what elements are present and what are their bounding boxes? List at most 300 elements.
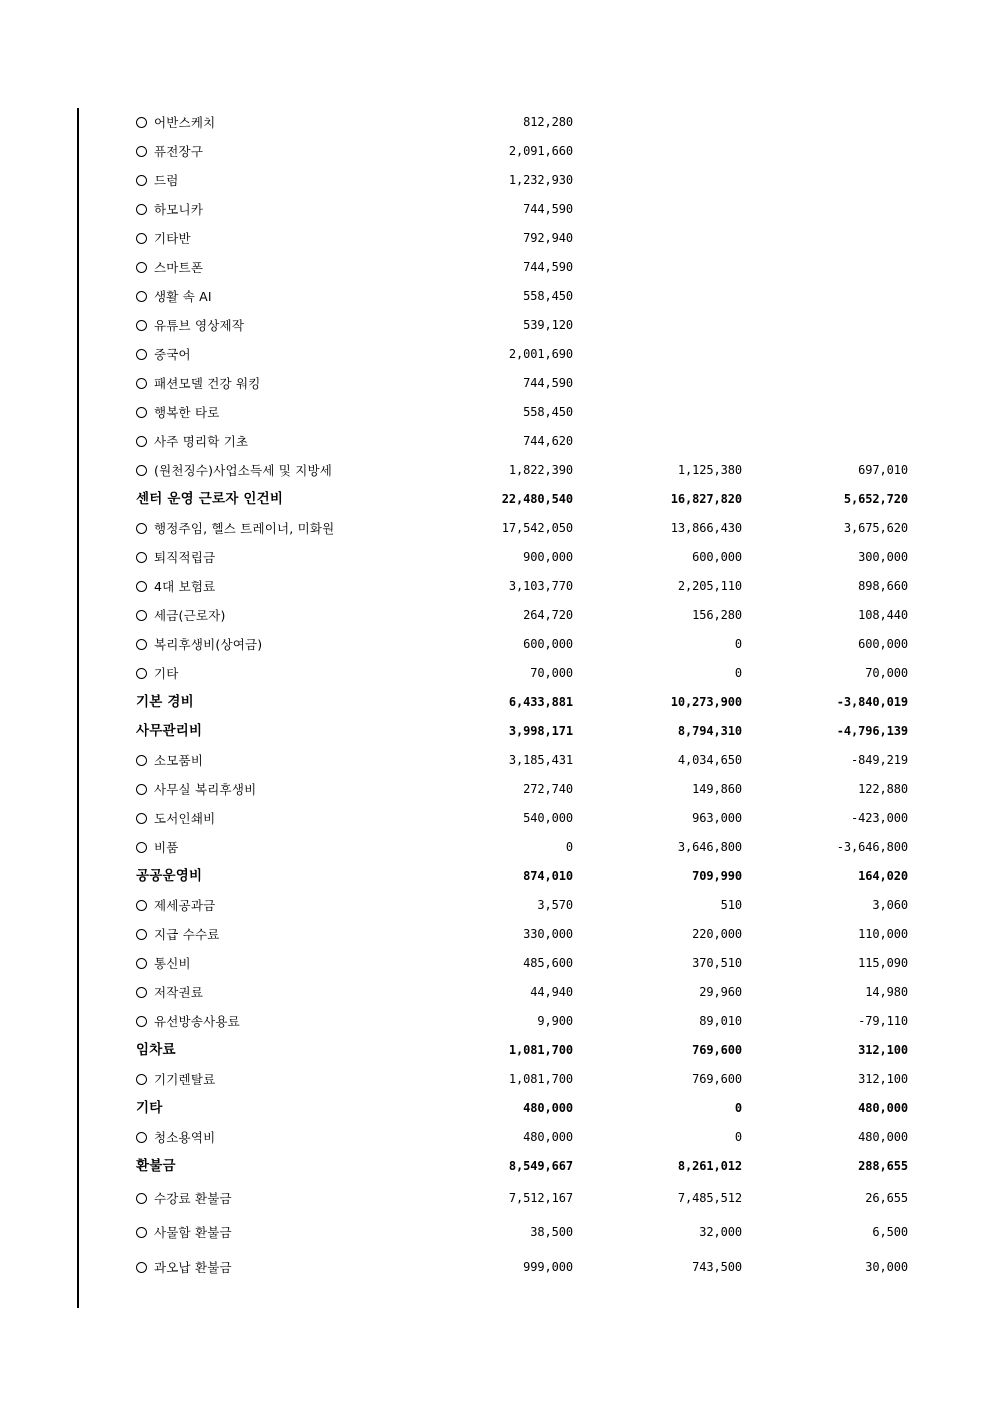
row-indent-gutter <box>104 485 136 514</box>
row-label-text: 유튜브 영상제작 <box>154 317 245 333</box>
row-value-text: 769,600 <box>692 1072 742 1087</box>
row-value-text: 558,450 <box>523 289 573 304</box>
row-value-text: 999,000 <box>523 1259 573 1274</box>
row-value-2-cell <box>573 282 742 311</box>
row-value-text: 22,480,540 <box>501 492 573 507</box>
row-value-3-cell <box>742 688 908 717</box>
row-label-text: 기타 <box>136 1100 163 1117</box>
row-value-3-cell <box>742 543 908 572</box>
circle-bullet-icon <box>136 929 147 940</box>
row-value-text: 5,652,720 <box>843 492 908 507</box>
table-row <box>104 1250 908 1285</box>
row-indent-gutter <box>104 398 136 427</box>
row-value-2-cell <box>573 1123 742 1152</box>
row-value-text: 3,570 <box>537 898 573 913</box>
table-row <box>104 195 908 224</box>
row-label-cell <box>136 427 405 456</box>
row-value-text: 220,000 <box>692 927 742 942</box>
row-value-text: 7,485,512 <box>677 1190 742 1205</box>
table-row <box>104 108 908 137</box>
row-value-text: 32,000 <box>699 1225 742 1240</box>
table-row <box>104 485 908 514</box>
row-value-text: 3,646,800 <box>677 840 742 855</box>
row-value-3-cell <box>742 1036 908 1065</box>
circle-bullet-icon <box>136 581 147 592</box>
row-value-text: 272,740 <box>523 782 573 797</box>
row-value-1-cell <box>405 311 573 340</box>
row-value-text: 30,000 <box>865 1259 908 1274</box>
row-indent-gutter <box>104 456 136 485</box>
row-indent-gutter <box>104 340 136 369</box>
table-row <box>104 804 908 833</box>
circle-bullet-icon <box>136 175 147 186</box>
row-indent-gutter <box>104 137 136 166</box>
row-indent-gutter <box>104 891 136 920</box>
table-row <box>104 456 908 485</box>
row-value-3-cell <box>742 1216 908 1251</box>
row-indent-gutter <box>104 746 136 775</box>
row-label-cell <box>136 311 405 340</box>
row-value-3-cell <box>742 630 908 659</box>
row-indent-gutter <box>104 224 136 253</box>
row-value-text: 3,103,770 <box>508 579 573 594</box>
row-indent-gutter <box>104 166 136 195</box>
table-row <box>104 514 908 543</box>
row-label-text: 기기렌탈료 <box>154 1071 216 1087</box>
row-value-2-cell <box>573 340 742 369</box>
row-value-2-cell <box>573 514 742 543</box>
circle-bullet-icon <box>136 349 147 360</box>
row-label-text: 수강료 환불금 <box>154 1190 232 1206</box>
row-label-text: 제세공과금 <box>154 897 216 913</box>
row-label-cell <box>136 1065 405 1094</box>
row-label-cell <box>136 1152 405 1181</box>
circle-bullet-icon <box>136 1132 147 1143</box>
row-indent-gutter <box>104 195 136 224</box>
row-label-text: 청소용역비 <box>154 1129 216 1145</box>
row-label-cell <box>136 833 405 862</box>
row-value-1-cell <box>405 1123 573 1152</box>
row-indent-gutter <box>104 833 136 862</box>
budget-table <box>104 108 908 1285</box>
circle-bullet-icon <box>136 523 147 534</box>
circle-bullet-icon <box>136 262 147 273</box>
row-value-3-cell <box>742 195 908 224</box>
row-value-2-cell <box>573 543 742 572</box>
row-value-text: 4,034,650 <box>677 753 742 768</box>
row-value-text: 709,990 <box>692 869 742 884</box>
row-indent-gutter <box>104 514 136 543</box>
row-value-2-cell <box>573 398 742 427</box>
row-value-text: -79,110 <box>858 1014 908 1029</box>
row-value-1-cell <box>405 1094 573 1123</box>
row-value-2-cell <box>573 775 742 804</box>
row-value-text: 8,794,310 <box>677 724 742 739</box>
circle-bullet-icon <box>136 552 147 563</box>
row-value-text: 122,880 <box>858 782 908 797</box>
row-value-3-cell <box>742 920 908 949</box>
row-value-3-cell <box>742 978 908 1007</box>
row-indent-gutter <box>104 601 136 630</box>
table-row <box>104 746 908 775</box>
row-value-1-cell <box>405 572 573 601</box>
row-value-2-cell <box>573 311 742 340</box>
row-value-text: 89,010 <box>699 1014 742 1029</box>
row-label-text: 사물함 환불금 <box>154 1225 232 1241</box>
row-value-2-cell <box>573 1036 742 1065</box>
row-label-text: 과오납 환불금 <box>154 1259 232 1275</box>
row-label-cell <box>136 659 405 688</box>
row-value-2-cell <box>573 108 742 137</box>
row-label-cell <box>136 195 405 224</box>
row-value-text: 26,655 <box>865 1190 908 1205</box>
table-row <box>104 717 908 746</box>
row-value-text: 697,010 <box>858 463 908 478</box>
row-value-2-cell <box>573 833 742 862</box>
row-value-text: 3,185,431 <box>508 753 573 768</box>
row-value-1-cell <box>405 1036 573 1065</box>
row-value-1-cell <box>405 340 573 369</box>
row-label-text: (원천징수)사업소득세 및 지방세 <box>154 462 333 478</box>
row-value-2-cell <box>573 920 742 949</box>
table-row <box>104 398 908 427</box>
row-value-3-cell <box>742 833 908 862</box>
row-value-3-cell <box>742 717 908 746</box>
row-value-1-cell <box>405 1250 573 1285</box>
row-indent-gutter <box>104 1181 136 1216</box>
row-value-1-cell <box>405 224 573 253</box>
row-indent-gutter <box>104 1123 136 1152</box>
row-value-1-cell <box>405 1152 573 1181</box>
row-value-3-cell <box>742 1007 908 1036</box>
row-value-2-cell <box>573 601 742 630</box>
row-value-text: 0 <box>734 637 742 652</box>
table-row <box>104 601 908 630</box>
row-value-2-cell <box>573 137 742 166</box>
row-value-3-cell <box>742 456 908 485</box>
row-value-text: 8,261,012 <box>677 1159 742 1174</box>
row-label-text: 기타 <box>154 665 179 681</box>
row-label-text: 센터 운영 근로자 인건비 <box>136 491 284 508</box>
row-indent-gutter <box>104 862 136 891</box>
row-label-cell <box>136 543 405 572</box>
circle-bullet-icon <box>136 755 147 766</box>
row-indent-gutter <box>104 920 136 949</box>
row-label-text: 도서인쇄비 <box>154 810 216 826</box>
row-value-3-cell <box>742 891 908 920</box>
row-value-3-cell <box>742 369 908 398</box>
circle-bullet-icon <box>136 465 147 476</box>
row-label-cell <box>136 137 405 166</box>
circle-bullet-icon <box>136 436 147 447</box>
row-value-text: 13,866,430 <box>670 521 742 536</box>
row-value-3-cell <box>742 1123 908 1152</box>
row-value-1-cell <box>405 949 573 978</box>
table-row <box>104 630 908 659</box>
row-value-text: 744,590 <box>523 202 573 217</box>
row-label-cell <box>136 1123 405 1152</box>
row-value-text: 792,940 <box>523 231 573 246</box>
table-row <box>104 1152 908 1181</box>
row-indent-gutter <box>104 1036 136 1065</box>
row-value-3-cell <box>742 1094 908 1123</box>
table-row <box>104 1065 908 1094</box>
row-value-text: 115,090 <box>858 956 908 971</box>
row-indent-gutter <box>104 1007 136 1036</box>
row-label-cell <box>136 1007 405 1036</box>
table-row <box>104 543 908 572</box>
row-value-text: -4,796,139 <box>836 724 908 739</box>
row-value-text: 1,232,930 <box>508 173 573 188</box>
row-indent-gutter <box>104 369 136 398</box>
row-indent-gutter <box>104 717 136 746</box>
row-value-text: 8,549,667 <box>508 1159 573 1174</box>
row-value-text: 744,620 <box>523 434 573 449</box>
table-row <box>104 978 908 1007</box>
row-value-text: 2,091,660 <box>508 144 573 159</box>
row-value-1-cell <box>405 920 573 949</box>
row-indent-gutter <box>104 1065 136 1094</box>
row-value-text: 558,450 <box>523 405 573 420</box>
row-value-text: 600,000 <box>523 637 573 652</box>
row-indent-gutter <box>104 630 136 659</box>
row-value-1-cell <box>405 1007 573 1036</box>
row-value-2-cell <box>573 427 742 456</box>
table-row <box>104 340 908 369</box>
row-value-3-cell <box>742 659 908 688</box>
row-indent-gutter <box>104 572 136 601</box>
row-label-text: 기본 경비 <box>136 694 194 711</box>
row-value-3-cell <box>742 746 908 775</box>
row-indent-gutter <box>104 311 136 340</box>
row-value-text: 164,020 <box>858 869 908 884</box>
row-value-text: 3,998,171 <box>508 724 573 739</box>
table-row <box>104 920 908 949</box>
row-value-text: 10,273,900 <box>670 695 742 710</box>
row-label-text: 저작권료 <box>154 984 204 1000</box>
row-label-text: 세금(근로자) <box>154 607 226 623</box>
row-label-cell <box>136 978 405 1007</box>
circle-bullet-icon <box>136 987 147 998</box>
row-value-2-cell <box>573 456 742 485</box>
row-value-text: 0 <box>734 666 742 681</box>
row-value-2-cell <box>573 862 742 891</box>
row-value-text: 29,960 <box>699 985 742 1000</box>
row-value-text: 744,590 <box>523 376 573 391</box>
row-value-2-cell <box>573 717 742 746</box>
row-label-text: 통신비 <box>154 955 191 971</box>
table-row <box>104 891 908 920</box>
row-label-cell <box>136 1250 405 1285</box>
row-value-1-cell <box>405 1216 573 1251</box>
row-value-1-cell <box>405 601 573 630</box>
table-row <box>104 137 908 166</box>
row-indent-gutter <box>104 804 136 833</box>
row-value-2-cell <box>573 369 742 398</box>
circle-bullet-icon <box>136 204 147 215</box>
row-value-text: 480,000 <box>858 1101 908 1116</box>
row-value-2-cell <box>573 1065 742 1094</box>
row-value-2-cell <box>573 630 742 659</box>
row-indent-gutter <box>104 775 136 804</box>
row-value-3-cell <box>742 862 908 891</box>
row-label-text: 중국어 <box>154 346 191 362</box>
row-value-3-cell <box>742 775 908 804</box>
row-value-text: 769,600 <box>692 1043 742 1058</box>
row-value-1-cell <box>405 862 573 891</box>
row-value-text: 0 <box>734 1130 742 1145</box>
row-value-2-cell <box>573 688 742 717</box>
row-value-text: 264,720 <box>523 608 573 623</box>
row-value-text: 1,081,700 <box>508 1072 573 1087</box>
row-value-text: 300,000 <box>858 550 908 565</box>
table-row <box>104 1181 908 1216</box>
row-label-text: 비품 <box>154 839 179 855</box>
row-value-2-cell <box>573 572 742 601</box>
row-value-2-cell <box>573 1007 742 1036</box>
row-indent-gutter <box>104 1152 136 1181</box>
circle-bullet-icon <box>136 813 147 824</box>
table-row <box>104 1036 908 1065</box>
row-value-text: -423,000 <box>851 811 908 826</box>
row-value-2-cell <box>573 253 742 282</box>
row-label-text: 소모품비 <box>154 752 204 768</box>
circle-bullet-icon <box>136 378 147 389</box>
row-value-3-cell <box>742 253 908 282</box>
circle-bullet-icon <box>136 784 147 795</box>
row-label-cell <box>136 253 405 282</box>
row-value-text: 156,280 <box>692 608 742 623</box>
row-label-cell <box>136 166 405 195</box>
circle-bullet-icon <box>136 900 147 911</box>
row-value-text: 0 <box>734 1101 742 1116</box>
row-value-3-cell <box>742 572 908 601</box>
row-value-2-cell <box>573 659 742 688</box>
table-row <box>104 688 908 717</box>
row-label-text: 사무실 복리후생비 <box>154 781 257 797</box>
row-value-1-cell <box>405 398 573 427</box>
row-value-text: 480,000 <box>858 1130 908 1145</box>
row-value-1-cell <box>405 543 573 572</box>
page-left-margin-rule <box>77 108 79 1308</box>
table-row <box>104 659 908 688</box>
row-label-text: 퓨전장구 <box>154 143 204 159</box>
row-value-text: 14,980 <box>865 985 908 1000</box>
row-label-cell <box>136 456 405 485</box>
row-label-text: 행정주임, 헬스 트레이너, 미화원 <box>154 520 335 536</box>
circle-bullet-icon <box>136 668 147 679</box>
row-value-1-cell <box>405 253 573 282</box>
circle-bullet-icon <box>136 639 147 650</box>
row-value-1-cell <box>405 978 573 1007</box>
row-value-2-cell <box>573 1250 742 1285</box>
table-row <box>104 833 908 862</box>
row-value-1-cell <box>405 514 573 543</box>
row-label-cell <box>136 688 405 717</box>
row-value-3-cell <box>742 485 908 514</box>
row-value-text: 16,827,820 <box>670 492 742 507</box>
circle-bullet-icon <box>136 842 147 853</box>
table-row <box>104 572 908 601</box>
row-value-text: 600,000 <box>858 637 908 652</box>
table-row <box>104 1094 908 1123</box>
row-label-text: 임차료 <box>136 1042 176 1059</box>
table-row <box>104 311 908 340</box>
circle-bullet-icon <box>136 958 147 969</box>
row-value-text: 70,000 <box>865 666 908 681</box>
table-row <box>104 427 908 456</box>
table-row <box>104 282 908 311</box>
row-value-2-cell <box>573 166 742 195</box>
row-value-text: 480,000 <box>523 1130 573 1145</box>
row-label-cell <box>136 891 405 920</box>
row-value-3-cell <box>742 1250 908 1285</box>
row-value-text: 312,100 <box>858 1072 908 1087</box>
row-label-text: 스마트폰 <box>154 259 204 275</box>
row-label-text: 공공운영비 <box>136 868 203 885</box>
row-value-3-cell <box>742 949 908 978</box>
row-indent-gutter <box>104 108 136 137</box>
row-value-text: 288,655 <box>858 1159 908 1174</box>
row-value-1-cell <box>405 775 573 804</box>
row-value-3-cell <box>742 108 908 137</box>
circle-bullet-icon <box>136 146 147 157</box>
row-value-text: 44,940 <box>530 985 573 1000</box>
row-label-cell <box>136 630 405 659</box>
row-label-text: 패션모델 건강 워킹 <box>154 375 261 391</box>
circle-bullet-icon <box>136 233 147 244</box>
row-value-3-cell <box>742 427 908 456</box>
row-value-text: 312,100 <box>858 1043 908 1058</box>
row-label-cell <box>136 282 405 311</box>
row-label-cell <box>136 717 405 746</box>
row-value-text: 38,500 <box>530 1225 573 1240</box>
row-value-3-cell <box>742 1181 908 1216</box>
row-label-cell <box>136 1181 405 1216</box>
row-indent-gutter <box>104 1250 136 1285</box>
row-value-text: 330,000 <box>523 927 573 942</box>
row-label-text: 4대 보험료 <box>154 578 216 594</box>
circle-bullet-icon <box>136 407 147 418</box>
table-row <box>104 369 908 398</box>
row-value-text: 2,205,110 <box>677 579 742 594</box>
row-value-2-cell <box>573 485 742 514</box>
row-label-cell <box>136 108 405 137</box>
circle-bullet-icon <box>136 291 147 302</box>
row-value-3-cell <box>742 311 908 340</box>
table-row <box>104 224 908 253</box>
row-value-3-cell <box>742 1065 908 1094</box>
row-label-cell <box>136 746 405 775</box>
row-value-text: 0 <box>565 840 573 855</box>
row-label-cell <box>136 1216 405 1251</box>
row-value-text: 17,542,050 <box>501 521 573 536</box>
row-label-cell <box>136 804 405 833</box>
row-value-3-cell <box>742 1152 908 1181</box>
circle-bullet-icon <box>136 117 147 128</box>
row-value-1-cell <box>405 746 573 775</box>
row-value-text: 963,000 <box>692 811 742 826</box>
row-value-3-cell <box>742 224 908 253</box>
row-label-cell <box>136 601 405 630</box>
row-value-3-cell <box>742 166 908 195</box>
row-value-3-cell <box>742 601 908 630</box>
row-value-1-cell <box>405 1181 573 1216</box>
row-value-text: 510 <box>720 898 742 913</box>
row-label-cell <box>136 775 405 804</box>
row-label-text: 사주 명리학 기초 <box>154 433 249 449</box>
row-value-1-cell <box>405 717 573 746</box>
